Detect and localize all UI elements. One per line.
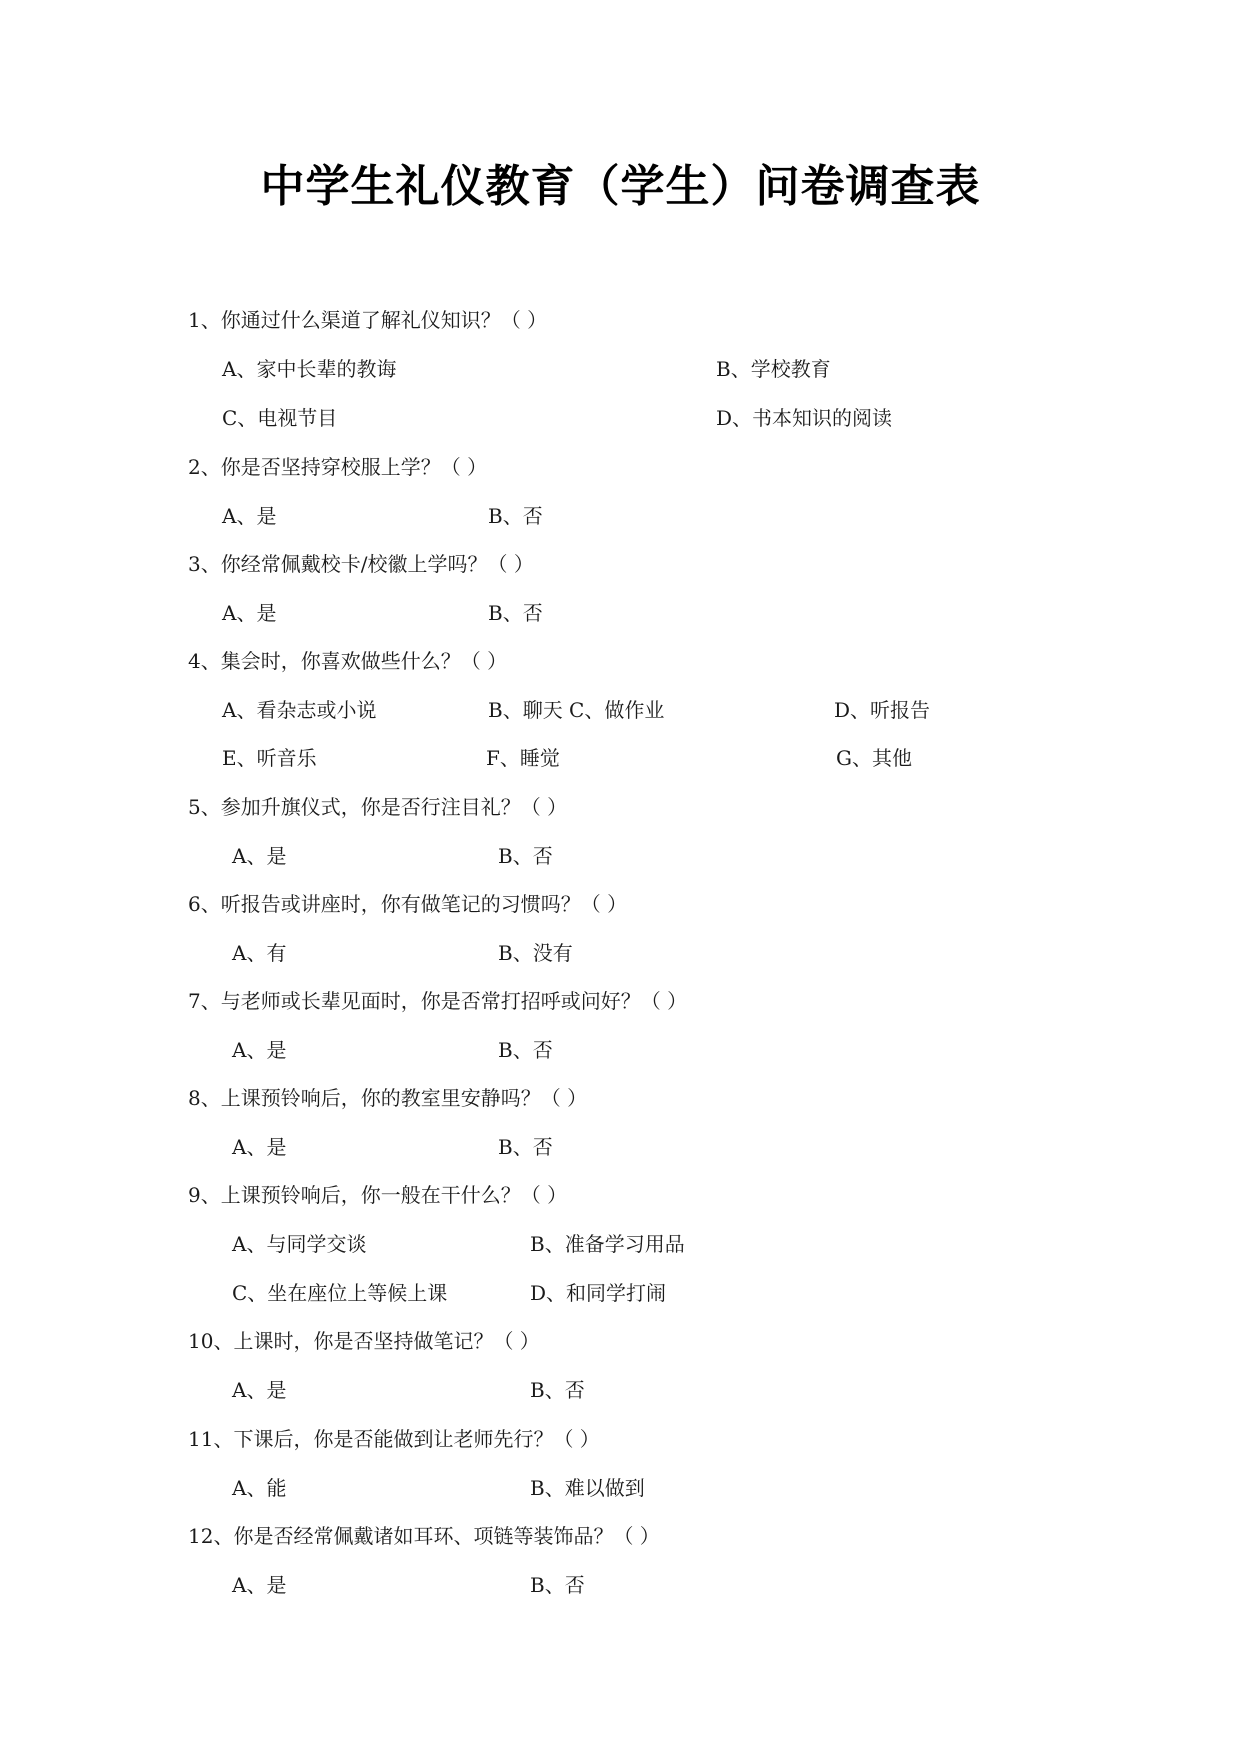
option-9b: B、准备学习用品: [530, 1232, 685, 1256]
option-12b: B、否: [530, 1573, 585, 1597]
question-5: 5、参加升旗仪式，你是否行注目礼？（ ）: [188, 795, 568, 819]
option-5b: B、否: [498, 844, 553, 868]
option-9d: D、和同学打闹: [530, 1281, 667, 1305]
question-7: 7、与老师或长辈见面时，你是否常打招呼或问好？（ ）: [188, 989, 688, 1013]
question-9: 9、上课预铃响后，你一般在干什么？（ ）: [188, 1183, 568, 1207]
option-6b: B、没有: [498, 941, 573, 965]
option-11a: A、能: [232, 1476, 287, 1500]
option-10b: B、否: [530, 1378, 585, 1402]
option-4f: F、睡觉: [486, 746, 560, 770]
option-8b: B、否: [498, 1135, 553, 1159]
option-4e: E、听音乐: [222, 746, 317, 770]
option-1b: B、学校教育: [716, 357, 831, 381]
option-4a: A、看杂志或小说: [222, 698, 377, 722]
question-12: 12、你是否经常佩戴诸如耳环、项链等装饰品？（ ）: [188, 1524, 660, 1548]
option-9a: A、与同学交谈: [232, 1232, 367, 1256]
question-1: 1、你通过什么渠道了解礼仪知识？（ ）: [188, 308, 548, 332]
question-10: 10、上课时，你是否坚持做笔记？（ ）: [188, 1329, 540, 1353]
option-2a: A、是: [222, 504, 277, 528]
option-11b: B、难以做到: [530, 1476, 645, 1500]
option-5a: A、是: [232, 844, 287, 868]
option-1d: D、书本知识的阅读: [716, 406, 893, 430]
option-3b: B、否: [488, 601, 543, 625]
question-8: 8、上课预铃响后，你的教室里安静吗？（ ）: [188, 1086, 588, 1110]
option-8a: A、是: [232, 1135, 287, 1159]
option-4bc: B、聊天 C、做作业: [488, 698, 665, 722]
option-6a: A、有: [232, 941, 287, 965]
option-9c: C、坐在座位上等候上课: [232, 1281, 448, 1305]
option-10a: A、是: [232, 1378, 287, 1402]
option-4d: D、听报告: [834, 698, 931, 722]
question-4: 4、集会时，你喜欢做些什么？（ ）: [188, 649, 508, 673]
question-3: 3、你经常佩戴校卡/校徽上学吗？（ ）: [188, 552, 534, 576]
option-12a: A、是: [232, 1573, 287, 1597]
page-title: 中学生礼仪教育（学生）问卷调查表: [260, 161, 981, 212]
option-4g: G、其他: [836, 746, 912, 770]
option-1a: A、家中长辈的教诲: [222, 357, 397, 381]
question-11: 11、下课后，你是否能做到让老师先行？（ ）: [188, 1427, 600, 1451]
option-1c: C、电视节目: [222, 406, 338, 430]
question-2: 2、你是否坚持穿校服上学？（ ）: [188, 455, 488, 479]
option-7a: A、是: [232, 1038, 287, 1062]
question-6: 6、听报告或讲座时，你有做笔记的习惯吗？（ ）: [188, 892, 628, 916]
option-3a: A、是: [222, 601, 277, 625]
option-7b: B、否: [498, 1038, 553, 1062]
option-2b: B、否: [488, 504, 543, 528]
